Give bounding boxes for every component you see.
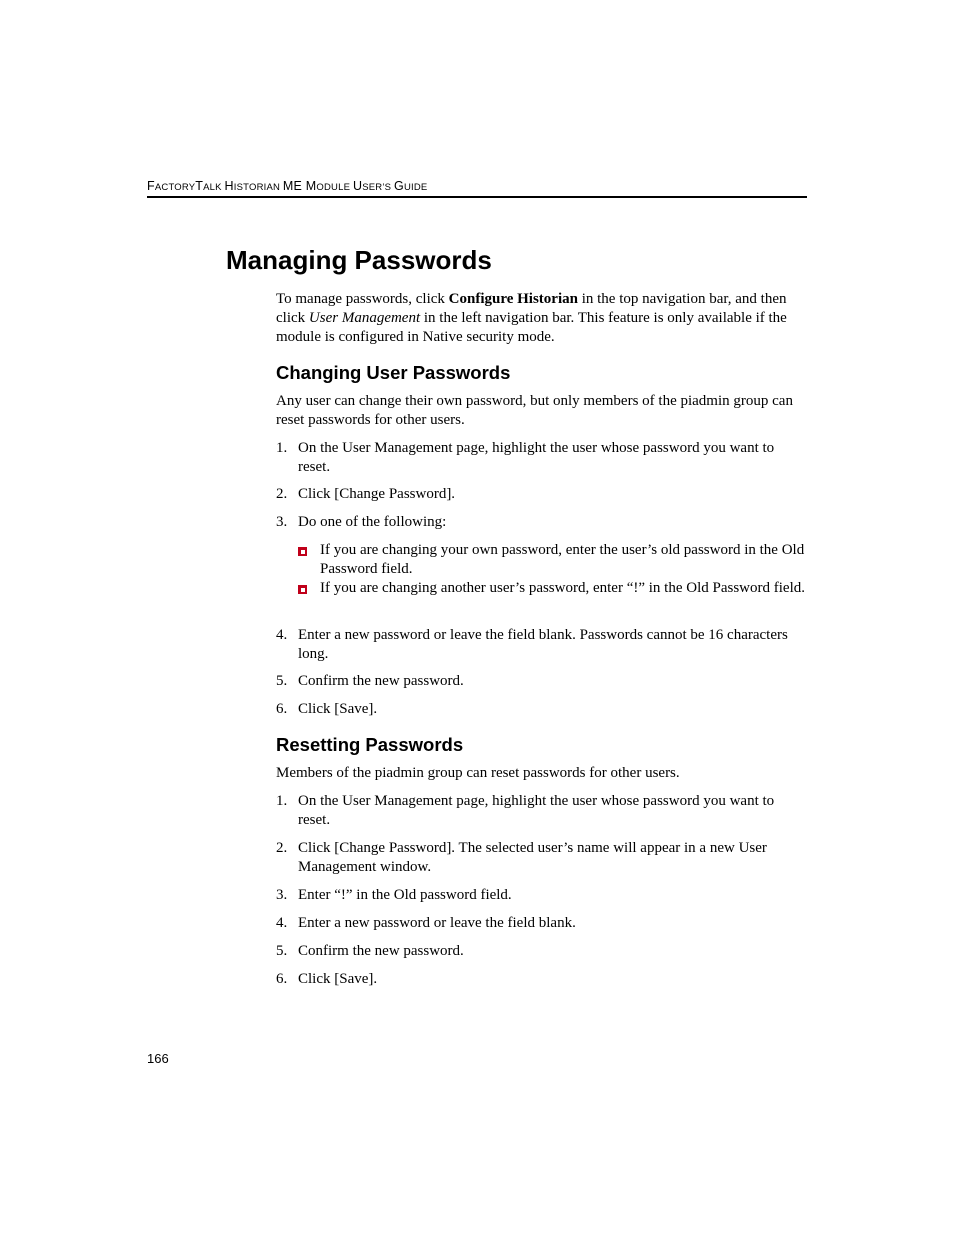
intro-text: in the top navigation bar, and then click bbox=[276, 291, 787, 326]
header-smallcaps: ODULE bbox=[316, 182, 353, 193]
list-item bbox=[276, 439, 809, 477]
list-item bbox=[276, 914, 809, 933]
page-number: 166 bbox=[147, 1051, 169, 1066]
header-cap: F bbox=[147, 179, 155, 193]
step-number: 4. bbox=[276, 915, 288, 931]
step-text: Confirm the new password. bbox=[298, 943, 464, 959]
page-title: Managing Passwords bbox=[226, 245, 492, 275]
list-item bbox=[276, 626, 809, 664]
list-item bbox=[276, 700, 809, 719]
list-item bbox=[276, 672, 809, 691]
step-number: 5. bbox=[276, 673, 288, 689]
user-management-term: User Management bbox=[308, 310, 421, 326]
list-item bbox=[276, 886, 809, 905]
step-text: On the User Management page, highlight the user whose password you want to reset. bbox=[298, 793, 775, 828]
intro-text: To manage passwords, click bbox=[276, 291, 449, 307]
step-text: Enter “!” in the Old password field. bbox=[298, 887, 512, 903]
header-smallcaps: ACTORY bbox=[154, 182, 196, 193]
step-text: Click [Save]. bbox=[298, 701, 378, 717]
step-text: Click [Change Password]. bbox=[298, 486, 456, 502]
header-cap: ME bbox=[282, 179, 306, 193]
header-cap: G bbox=[394, 179, 404, 193]
header-rule bbox=[147, 196, 807, 198]
header-cap: T bbox=[195, 179, 204, 193]
step-text: Enter a new password or leave the field blank. Passwords cannot be 16 characters long. bbox=[298, 627, 788, 662]
step-text: Click [Save]. bbox=[298, 971, 378, 987]
header-cap: U bbox=[352, 179, 363, 193]
section-heading-resetting: Resetting Passwords bbox=[276, 734, 464, 755]
header-cap: H bbox=[224, 179, 234, 193]
step-number: 5. bbox=[276, 943, 288, 959]
header-smallcaps: SER’S bbox=[362, 182, 395, 193]
list-item bbox=[276, 485, 809, 504]
step-number: 3. bbox=[276, 887, 288, 903]
section1-text: Any user can change their own password, but only members of the piadmin group can reset passwords for other users. bbox=[276, 393, 793, 428]
step-text: On the User Management page, highlight the user whose password you want to reset. bbox=[298, 440, 775, 475]
configure-historian-term: Configure Historian bbox=[448, 291, 578, 307]
bullet-item bbox=[298, 579, 808, 598]
section2-paragraph bbox=[276, 764, 809, 783]
bullet-text: If you are changing another user’s password, enter “!” in the Old Password field. bbox=[320, 580, 805, 596]
bullet-item bbox=[298, 541, 808, 579]
step-number: 2. bbox=[276, 840, 288, 856]
header-smallcaps: ISTORIAN bbox=[233, 182, 283, 193]
step-number: 2. bbox=[276, 486, 288, 502]
step-number: 4. bbox=[276, 627, 288, 643]
section-heading-changing: Changing User Passwords bbox=[276, 362, 511, 383]
step-number: 6. bbox=[276, 701, 288, 717]
step-number: 1. bbox=[276, 793, 288, 809]
red-square-bullet-icon bbox=[298, 585, 307, 594]
list-item bbox=[276, 942, 809, 961]
list-item bbox=[276, 792, 809, 830]
step-number: 3. bbox=[276, 514, 288, 530]
section1-paragraph bbox=[276, 392, 809, 430]
running-header bbox=[147, 179, 807, 195]
step-number: 1. bbox=[276, 440, 288, 456]
step-text: Click [Change Password]. The selected user’s name will appear in a new User Management window. bbox=[298, 840, 767, 875]
step-text: Confirm the new password. bbox=[298, 673, 464, 689]
header-smallcaps: ALK bbox=[203, 182, 225, 193]
intro-text: in the left navigation bar. This feature is only available if the module is configured in Native security mode. bbox=[276, 310, 787, 345]
red-square-bullet-icon bbox=[298, 547, 307, 556]
step-text: Do one of the following: bbox=[298, 514, 447, 530]
step-number: 6. bbox=[276, 971, 288, 987]
header-cap: M bbox=[305, 179, 317, 193]
list-item bbox=[276, 839, 809, 877]
header-smallcaps: UIDE bbox=[403, 182, 428, 193]
list-item bbox=[276, 513, 809, 532]
intro-paragraph bbox=[276, 290, 809, 347]
list-item bbox=[276, 970, 809, 989]
bullet-text: If you are changing your own password, enter the user’s old password in the Old Password field. bbox=[320, 542, 805, 577]
step-text: Enter a new password or leave the field blank. bbox=[298, 915, 576, 931]
section2-text: Members of the piadmin group can reset passwords for other users. bbox=[276, 765, 680, 781]
